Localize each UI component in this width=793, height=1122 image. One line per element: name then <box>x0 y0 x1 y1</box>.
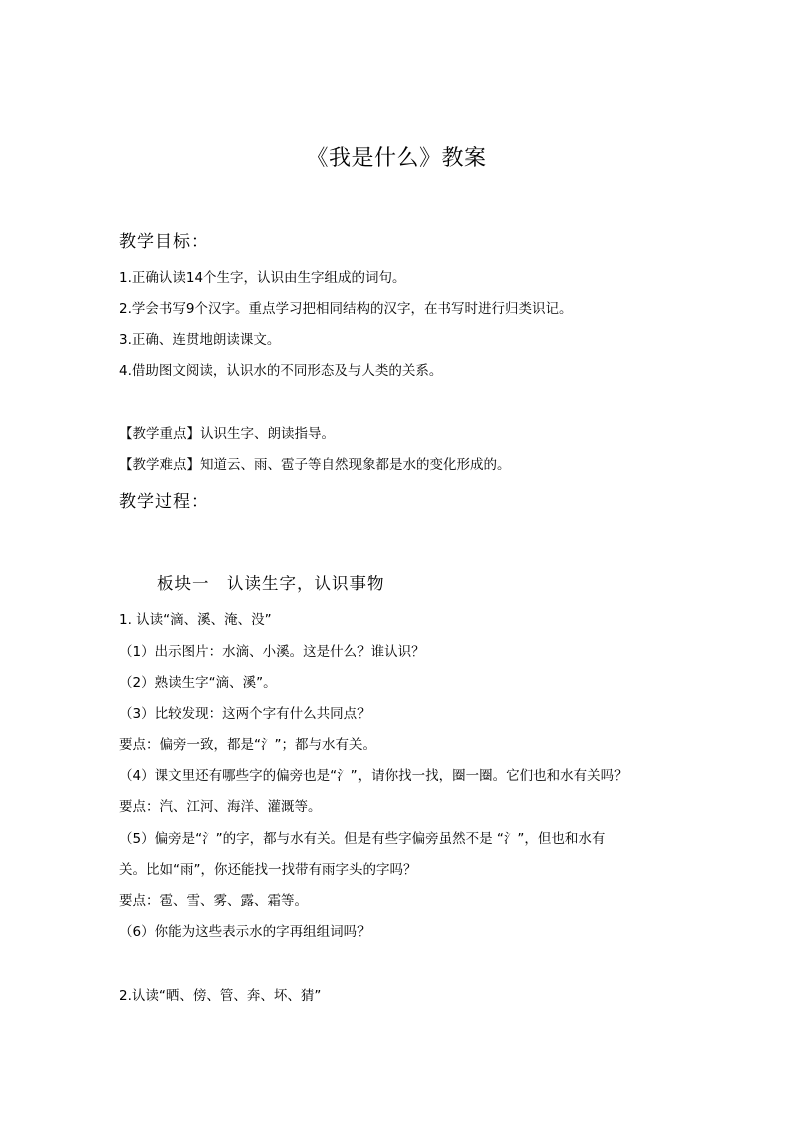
block1-line: （5）偏旁是“氵”的字，都与水有关。但是有些字偏旁虽然不是 “氵”，但也和水有 <box>119 831 606 847</box>
objective-item: 4.借助图文阅读，认识水的不同形态及与人类的关系。 <box>119 363 443 379</box>
block1-line: （1）出示图片：水滴、小溪。这是什么？谁认识？ <box>119 644 425 660</box>
section2-title: 2.认读“晒、傍、管、奔、坏、猜” <box>119 988 322 1004</box>
difficult-point: 【教学难点】知道云、雨、雹子等自然现象都是水的变化形成的。 <box>119 457 511 473</box>
objective-item: 2.学会书写9个汉字。重点学习把相同结构的汉字，在书写时进行归类识记。 <box>119 301 573 317</box>
block1-line: 要点：偏旁一致，都是“氵”；都与水有关。 <box>119 737 376 753</box>
block1-line: 1. 认读“滴、溪、淹、没” <box>119 612 272 628</box>
document-title: 《我是什么》教案 <box>306 146 487 171</box>
block1-line: （2）熟读生字“滴、溪”。 <box>119 675 277 691</box>
process-heading: 教学过程： <box>119 492 209 512</box>
block1-line: （6）你能为这些表示水的字再组组词吗？ <box>119 924 371 940</box>
block1-line: 要点：雹、雪、雾、露、霜等。 <box>119 893 308 909</box>
key-point: 【教学重点】认识生字、朗读指导。 <box>119 426 335 442</box>
objective-item: 1.正确认读14个生字，认识由生字组成的词句。 <box>119 270 406 286</box>
block1-line: （4）课文里还有哪些字的偏旁也是“氵”，请你找一找，圈一圈。它们也和水有关吗？ <box>119 768 628 784</box>
block1-title: 板块一 认读生字，认识事物 <box>157 574 385 593</box>
block1-line: （3）比较发现：这两个字有什么共同点？ <box>119 706 371 722</box>
block1-line: 关。比如“雨”，你还能找一找带有雨字头的字吗？ <box>119 862 417 878</box>
objective-item: 3.正确、连贯地朗读课文。 <box>119 332 281 348</box>
objectives-heading: 教学目标： <box>119 232 209 252</box>
block1-line: 要点：汽、江河、海洋、灌溉等。 <box>119 799 322 815</box>
